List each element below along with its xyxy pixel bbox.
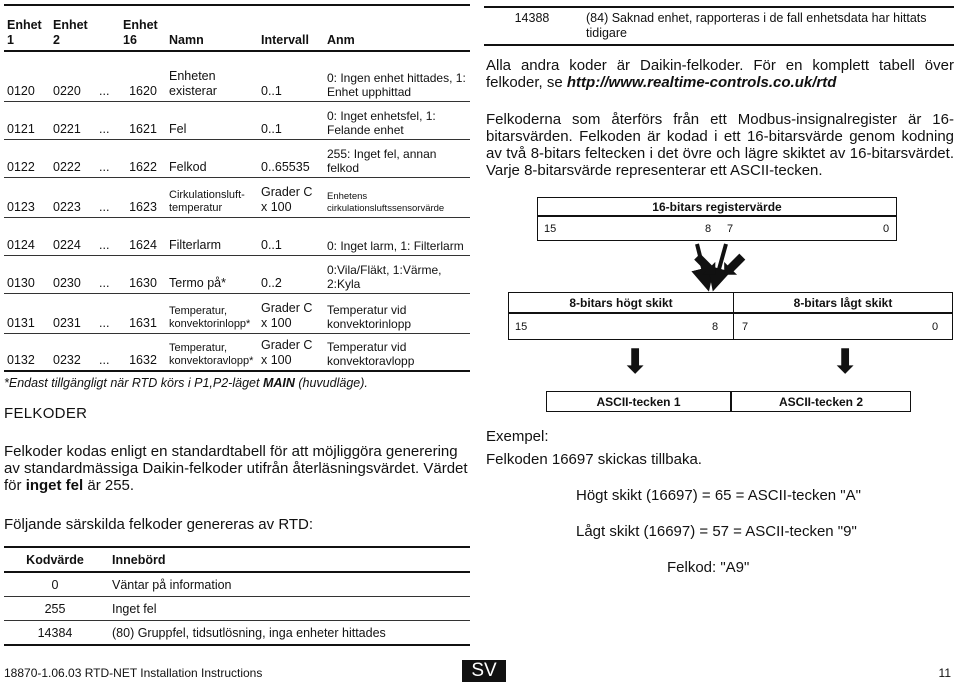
high-byte-bits-box: 15 8 — [508, 313, 734, 340]
header-namn: Namn — [169, 33, 204, 47]
header-enhet16: Enhet 16 — [123, 18, 158, 47]
down-arrow-ascii2-icon: ⬇ — [831, 343, 860, 381]
table-row: 0121 0221 ... 1621 Fel 0..1 0: Inget enhetsfel, 1: Felande enhet — [4, 101, 470, 139]
page-number: 11 — [938, 666, 951, 680]
table-row: 0122 0222 ... 1622 Felkod 0..65535 255: Inget fel, annan felkod — [4, 139, 470, 177]
header-dots — [96, 5, 120, 51]
table-row: 255 Inget fel — [4, 597, 470, 621]
reg16-bits-box: 15 8 7 0 — [537, 216, 897, 241]
kod-table-header — [4, 547, 470, 572]
table-row: 14384 (80) Gruppfel, tidsutlösning, inga enheter hittades — [4, 621, 470, 646]
register-table-header — [4, 5, 470, 51]
footnote: *Endast tillgängligt när RTD körs i P1,P2-läget MAIN (huvudläge). — [4, 376, 368, 390]
felkoder-paragraph: Felkoder kodas enligt en standardtabell för att möjliggöra generering av standardmässiga Daikin-felkoder utifrån återläsningsvärdet. Värdet för inget fel är 255. — [4, 443, 468, 494]
low-byte-label-box: 8-bitars lågt skikt — [733, 292, 953, 313]
modbus-paragraph: Felkoderna som återförs från ett Modbus-insignalregister är 16-bitarsvärden. Felkoden är kodad i ett 16-bitarsvärde genom kodning av två 8-bitars feltecken i det övre och lägre skiktet av 16-bitarsvärdet. Varje 8-bitarsvärde representerar ett ASCII-tecken. — [486, 111, 954, 179]
kod-table — [4, 546, 470, 646]
felkoder-heading: FELKODER — [4, 405, 88, 422]
down-arrow-ascii1-icon: ⬇ — [621, 343, 650, 381]
high-byte-calc: Högt skikt (16697) = 65 = ASCII-tecken "A" — [576, 487, 861, 504]
header-enhet1: Enhet 1 — [7, 18, 42, 47]
header-anm: Anm — [327, 33, 355, 47]
table-row: 0131 0231 ... 1631 Temperatur, konvektorinlopp* Grader C x 100 Temperatur vid konvektorinlopp — [4, 293, 470, 333]
table-row: 0123 0223 ... 1623 Cirkulationsluft-temperatur Grader C x 100 Enhetens cirkulationsluftssensorvärde — [4, 177, 470, 217]
daikin-link[interactable]: http://www.realtime-controls.co.uk/rtd — [566, 74, 837, 91]
table-row: 14388 (84) Saknad enhet, rapporteras i de fall enhetsdata har hittats tidigare — [484, 7, 954, 45]
daikin-codes-paragraph: Alla andra koder är Daikin-felkoder. För en komplett tabell över felkoder, se http://www.realtime-controls.co.uk/rtd — [486, 57, 954, 91]
down-arrow-left-icon: ⬊ — [690, 244, 719, 282]
language-badge: SV — [462, 660, 506, 682]
header-enhet2: Enhet 2 — [53, 18, 88, 47]
result-code: Felkod: "A9" — [667, 559, 750, 576]
example-line: Felkoden 16697 skickas tillbaka. — [486, 451, 702, 468]
example-label: Exempel: — [486, 428, 549, 445]
table-row: 0124 0224 ... 1624 Filterlarm 0..1 0: Inget larm, 1: Filterlarm — [4, 217, 470, 255]
ascii1-box: ASCII-tecken 1 — [546, 391, 731, 412]
split-arrows — [484, 240, 954, 300]
table-row: 0130 0230 ... 1630 Termo på* 0..2 0:Vila/Fläkt, 1:Värme, 2:Kyla — [4, 255, 470, 293]
down-arrow-right-icon: ⬋ — [721, 244, 750, 282]
special-codes-intro: Följande särskilda felkoder genereras av RTD: — [4, 516, 314, 533]
error-code-continuation-table — [484, 6, 954, 46]
header-kodvarde: Kodvärde — [26, 552, 84, 567]
table-row: 0120 0220 ... 1620 Enheten existerar 0..1 0: Ingen enhet hittades, 1: Enhet upphittad — [4, 51, 470, 101]
table-row: 0 Väntar på information — [4, 572, 470, 597]
footer-doc-id: 18870-1.06.03 RTD-NET Installation Instructions — [4, 666, 263, 680]
ascii2-box: ASCII-tecken 2 — [731, 391, 911, 412]
header-innebord: Innebörd — [112, 552, 166, 567]
register-table — [4, 4, 470, 372]
table-row: 0132 0232 ... 1632 Temperatur, konvektoravlopp* Grader C x 100 Temperatur vid konvektoravlopp — [4, 333, 470, 371]
low-byte-bits-box: 7 0 — [733, 313, 953, 340]
low-byte-calc: Lågt skikt (16697) = 57 = ASCII-tecken "9" — [576, 523, 857, 540]
header-intervall: Intervall — [261, 33, 309, 47]
high-byte-label-box: 8-bitars högt skikt — [508, 292, 734, 313]
reg16-label-box: 16-bitars registervärde — [537, 197, 897, 216]
